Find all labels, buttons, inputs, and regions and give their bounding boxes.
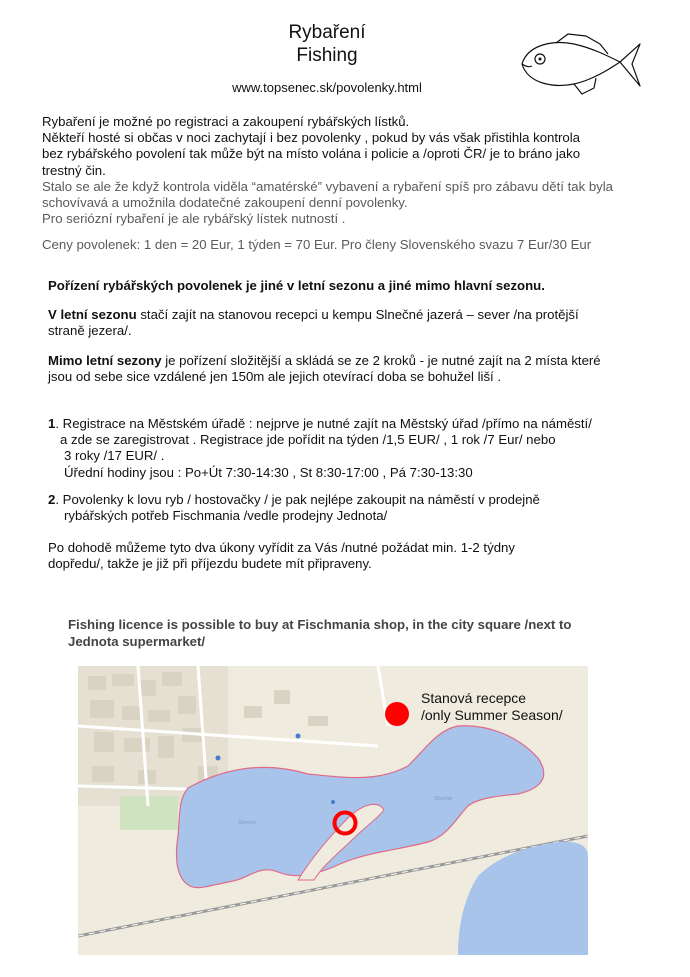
tent-reception-label-line: Stanová recepce <box>421 690 527 706</box>
off-season-text: je pořízení složitější a skládá se ze 2 kroků - je nutné zajít na 2 místa které <box>161 353 601 368</box>
tent-reception-label <box>421 690 563 724</box>
source-url: www.topsenec.sk/povolenky.html <box>232 80 422 95</box>
summer-season-paragraph <box>48 307 668 339</box>
summer-season-text-2: straně jezera/. <box>48 323 132 339</box>
season-heading: Pořízení rybářských povolenek je jiné v letní sezonu a jiné mimo hlavní sezonu. <box>48 278 545 293</box>
off-season-text-2: jsou od sebe sice vzdálené jen 150m ale jejich otevírací doba se bohužel liší . <box>48 369 502 385</box>
intro-paragraph <box>42 114 662 227</box>
step-text: 3 roky /17 EUR/ . <box>64 448 165 464</box>
intro-line: schovívavá a umožnila dodatečné zakoupení denní povolenky. <box>42 195 408 211</box>
step-text: rybářských potřeb Fischmania /vedle prodejny Jednota/ <box>64 508 388 524</box>
off-season-label: Mimo letní sezony <box>48 353 162 368</box>
page-subtitle: Fishing <box>296 45 358 66</box>
tent-reception-marker <box>385 702 409 726</box>
intro-line: Rybaření je možné po registraci a zakoupení rybářských lístků. <box>42 114 410 129</box>
off-season-paragraph <box>48 353 668 385</box>
intro-line: Pro seriózní rybaření je ale rybářský lístek nutností . <box>42 211 346 227</box>
agreement-text: dopředu/, takže je již při příjezdu budete mít připraveny. <box>48 556 372 572</box>
summer-season-text: stačí zajít na stanovou recepci u kempu Slnečné jazerá – sever /na protější <box>136 307 579 322</box>
agreement-paragraph <box>48 540 668 572</box>
tent-reception-label-line: /only Summer Season/ <box>421 707 563 723</box>
english-note-line: Jednota supermarket/ <box>68 634 206 649</box>
lake-name-label: Slnečné <box>434 796 453 802</box>
office-hours: Úřední hodiny jsou : Po+Út 7:30-14:30 , St 8:30-17:00 , Pá 7:30-13:30 <box>64 464 473 480</box>
summer-season-label: V letní sezonu <box>48 307 137 322</box>
lake-map <box>78 666 588 955</box>
step-text: . Registrace na Městském úřadě : nejprve je nutné zajít na Městský úřad /přímo na náměstí/ <box>55 416 592 431</box>
step-text: . Povolenky k lovu ryb / hostovačky / je pak nejlépe zakoupit na náměstí v prodejně <box>55 492 540 507</box>
intro-line: trestný čin. <box>42 162 106 178</box>
intro-line: Stalo se ale že když kontrola viděla “amatérské” vybavení a rybaření spíš pro zábavu dětí tak byla <box>42 178 614 194</box>
step-number: 2 <box>48 492 56 507</box>
price-info: Ceny povolenek: 1 den = 20 Eur, 1 týden = 70 Eur. Pro členy Slovenského svazu 7 Eur/30 Eur <box>42 237 592 252</box>
step-2 <box>48 492 668 524</box>
page-title: Rybaření <box>288 22 366 43</box>
intro-line: Někteří hosté si občas v noci zachytají i bez povolenky , pokud by vás však přistihla kontrola <box>42 130 581 146</box>
lake-name-label: Slnečné <box>238 820 257 826</box>
intro-line: bez rybářského povolení tak může být na místo volána i policie a /oproti ČR/ je to bráno jako <box>42 146 581 162</box>
english-note-line: Fishing licence is possible to buy at Fischmania shop, in the city square /next to <box>68 617 572 632</box>
step-1 <box>48 416 668 481</box>
english-note <box>68 616 648 650</box>
step-number: 1 <box>48 416 56 431</box>
fish-icon <box>516 30 648 100</box>
agreement-text: Po dohodě můžeme tyto dva úkony vyřídit za Vás /nutné požádat min. 1-2 týdny <box>48 540 515 555</box>
step-text: a zde se zaregistrovat . Registrace jde pořídit na týden /1,5 EUR/ , 1 rok /7 Eur/ nebo <box>60 432 556 448</box>
